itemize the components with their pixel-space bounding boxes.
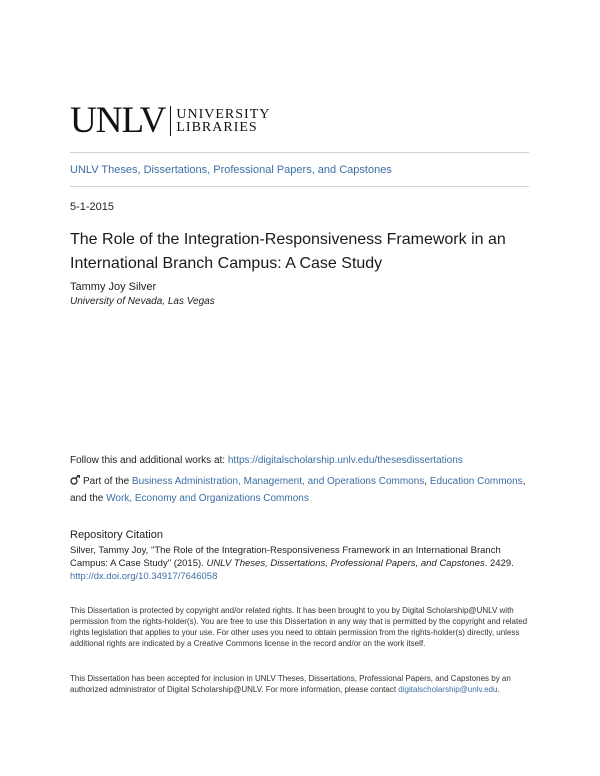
logo-university: UNIVERSITY	[176, 107, 271, 122]
education-commons-link[interactable]: Education Commons	[429, 476, 523, 487]
copyright-notice: This Dissertation is protected by copyright and/or related rights. It has been brought to you by Digital Scholarship@UNLV with permission from the rights-holder(s). You are free to use this Dissertation in any way that is permitted by the copyright and related rights legislation that applies to your use. For other uses you need to obtain permission from the rights-holder(s) directly, unless additional rights are indicated by a Creative Commons license in the record and/or on the work itself.	[70, 606, 528, 648]
part-of-prefix: Part of the	[83, 476, 132, 487]
logo-subtitle	[176, 108, 270, 134]
collection-link[interactable]: UNLV Theses, Dissertations, Professional Papers, and Capstones	[70, 164, 392, 176]
part-of-line	[70, 473, 540, 507]
author-name: Tammy Joy Silver	[70, 281, 157, 293]
part-of-sep: ,	[424, 476, 430, 487]
publication-date: 5-1-2015	[70, 201, 115, 213]
author-affiliation: University of Nevada, Las Vegas	[70, 296, 215, 307]
inclusion-text: This Dissertation has been accepted for inclusion in UNLV Theses, Dissertations, Professional Papers, and Capstones by an authorized administrator of Digital Scholarship@UNLV. For more information, please contact	[70, 674, 511, 694]
logo-libraries: LIBRARIES	[176, 120, 258, 135]
follow-url-link[interactable]: https://digitalscholarship.unlv.edu/thesesdissertations	[227, 455, 463, 466]
citation-text: Silver, Tammy Joy, "The Role of the Integration-Responsiveness Framework in an International Branch Campus: A Case Study" (2015).	[70, 545, 501, 569]
citation-series: UNLV Theses, Dissertations, Professional Papers, and Capstones	[206, 558, 485, 569]
logo-divider	[170, 106, 171, 136]
unlv-libraries-logo	[70, 100, 271, 141]
inclusion-end: .	[497, 685, 500, 694]
work-economy-commons-link[interactable]: Work, Economy and Organizations Commons	[106, 493, 309, 504]
divider-bottom	[70, 186, 529, 187]
divider-top	[70, 152, 529, 153]
business-commons-link[interactable]: Business Administration, Management, and Operations Commons	[131, 476, 425, 487]
document-title: The Role of the Integration-Responsiveness Framework in an International Branch Campus: A Case Study	[70, 231, 506, 272]
part-of-mid: , and the	[70, 476, 526, 504]
follow-line	[70, 453, 540, 468]
open-access-icon	[70, 475, 80, 485]
citation-heading: Repository Citation	[70, 529, 163, 541]
citation-number: . 2429.	[484, 558, 514, 569]
inclusion-notice	[70, 673, 535, 695]
contact-email-link[interactable]: digitalscholarship@unlv.edu	[398, 685, 498, 694]
logo-unlv-text: UNLV	[70, 100, 166, 141]
follow-prefix: Follow this and additional works at:	[70, 455, 228, 466]
citation-doi-link[interactable]: http://dx.doi.org/10.34917/7646058	[70, 571, 218, 582]
citation-body	[70, 544, 530, 583]
